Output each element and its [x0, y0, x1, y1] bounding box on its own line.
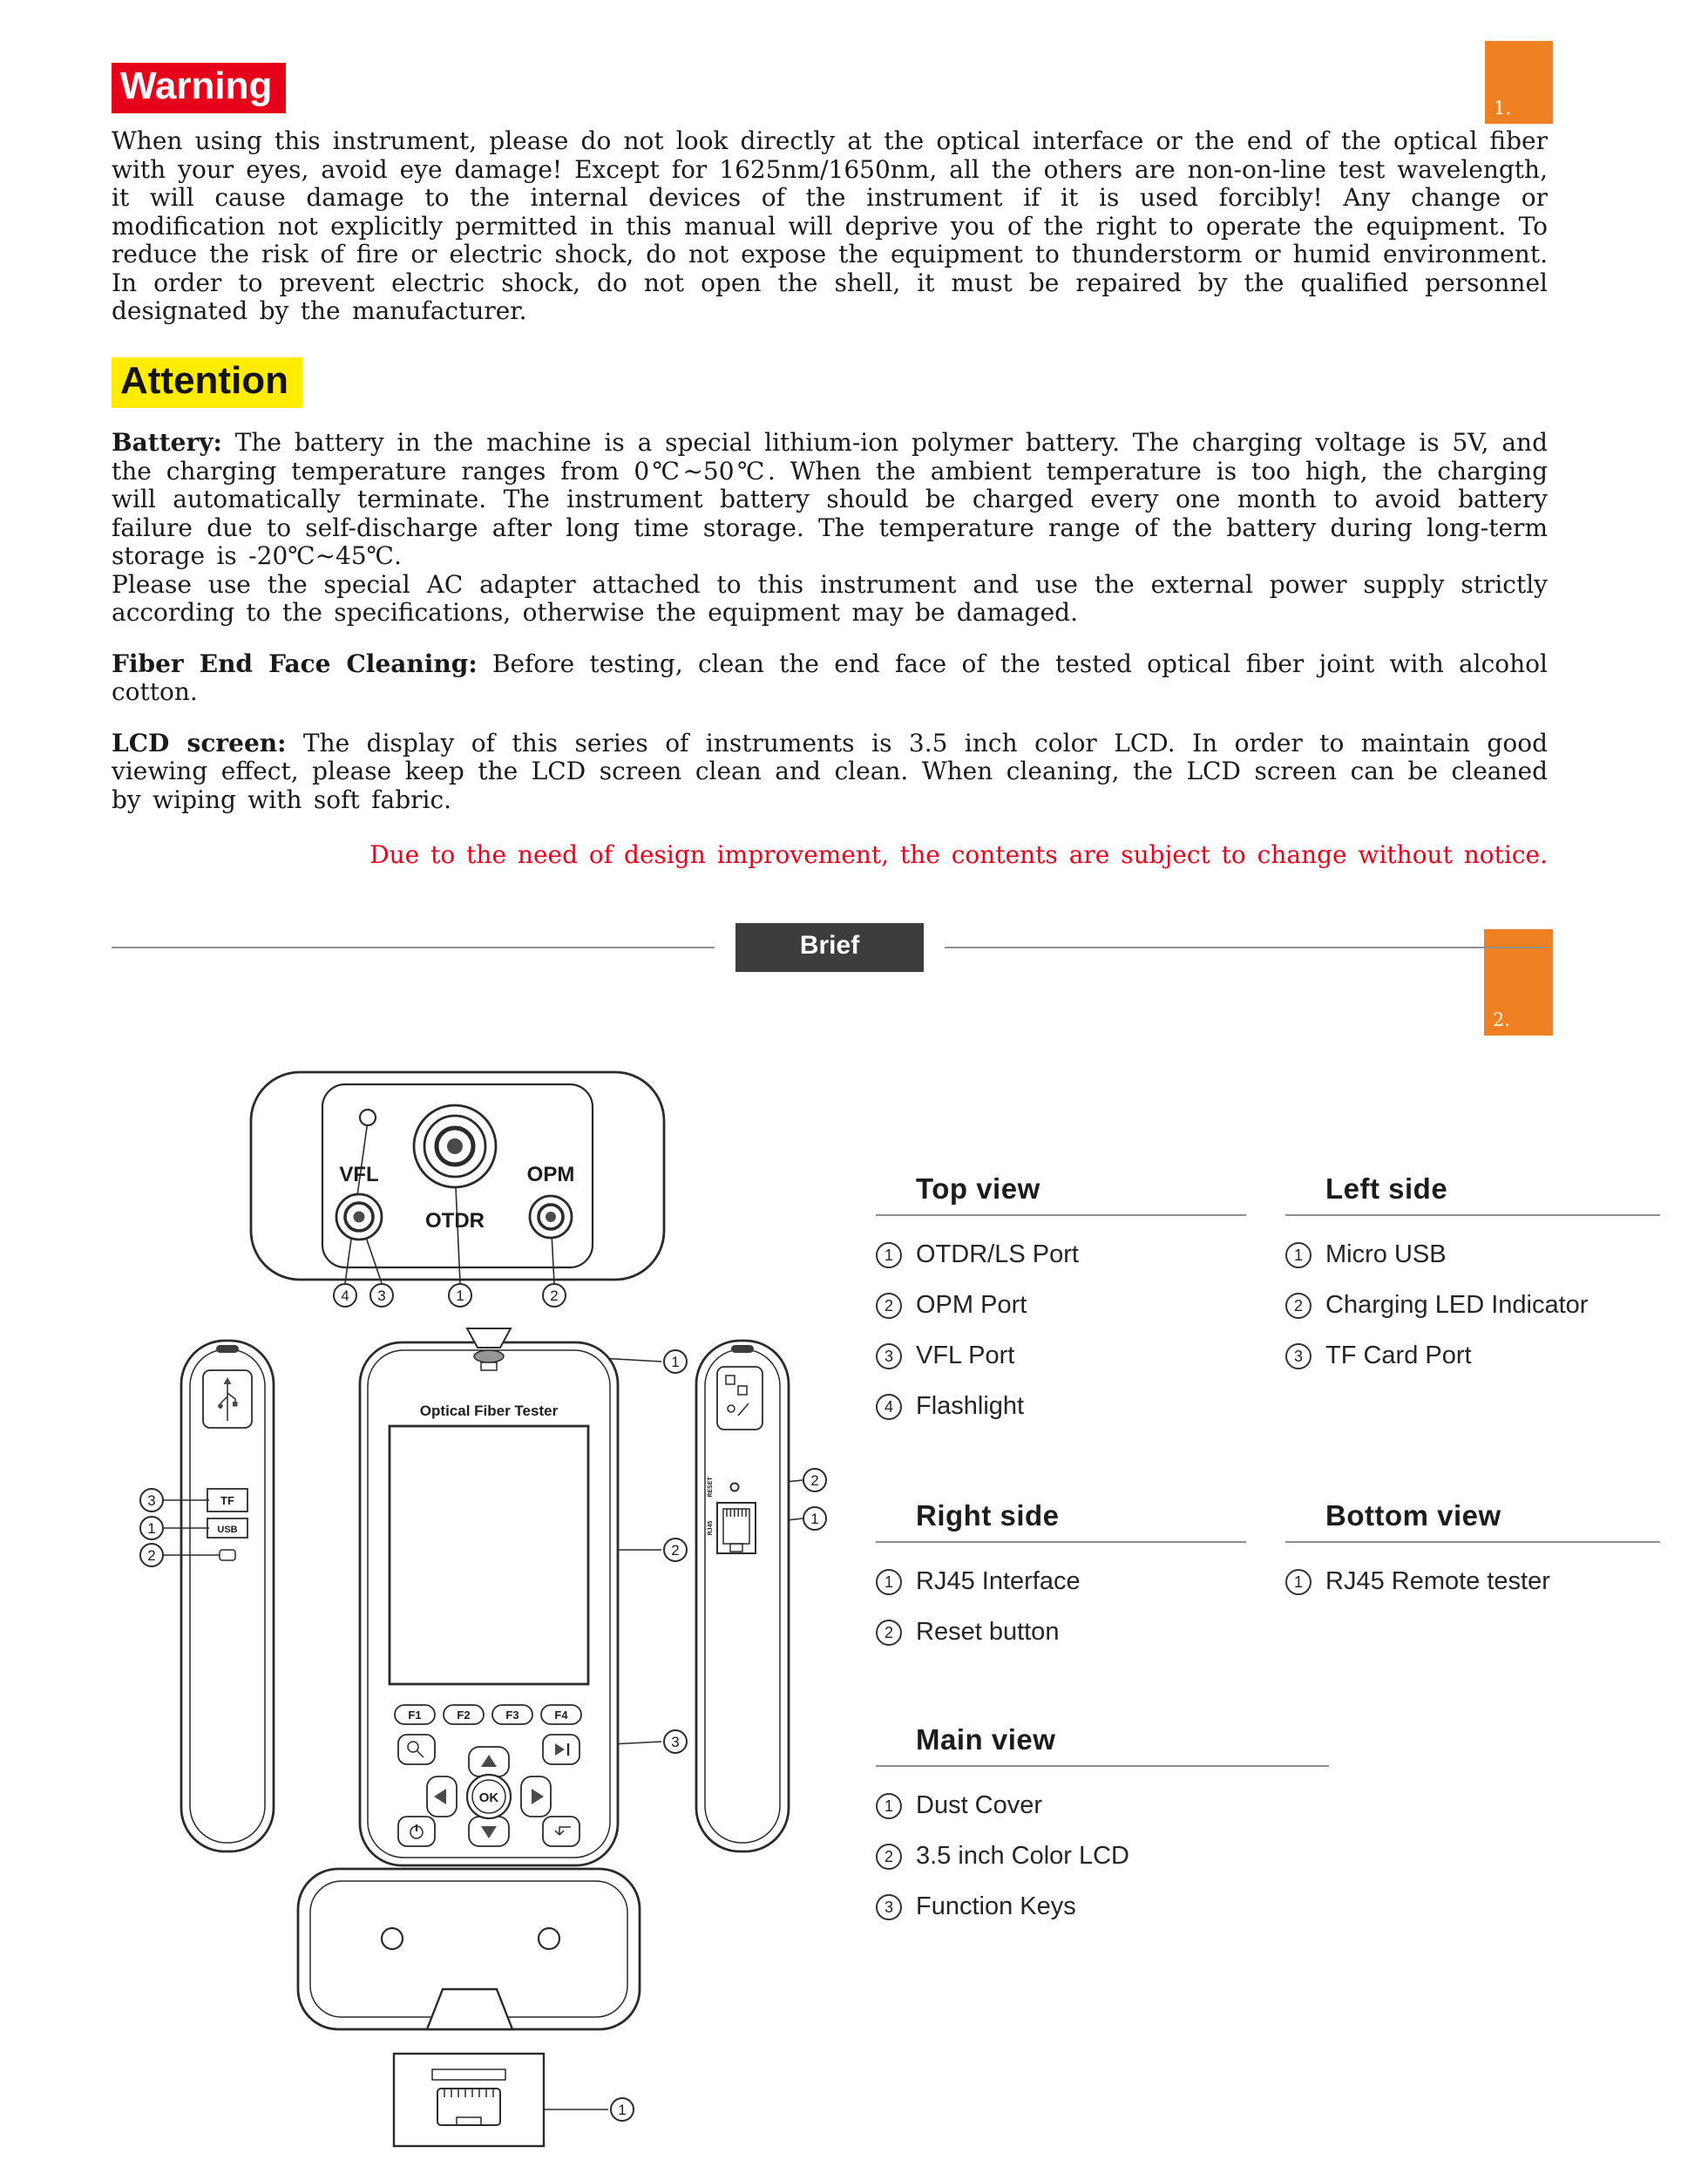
page-tab-1-number: 1. [1494, 98, 1512, 119]
fiber-paragraph [112, 650, 1548, 707]
svg-text:F2: F2 [457, 1708, 471, 1722]
svg-text:2: 2 [810, 1472, 819, 1489]
callout-rj45-remote [611, 2098, 634, 2121]
list-item [876, 1892, 1329, 1921]
vfl-label: VFL [339, 1163, 379, 1186]
section-right-side [876, 1499, 1246, 1647]
item-label: OPM Port [916, 1291, 1027, 1319]
attention-heading: Attention [112, 357, 302, 408]
item-label: Flashlight [916, 1392, 1025, 1420]
item-label: Micro USB [1325, 1240, 1447, 1268]
item-number: 1 [876, 1569, 902, 1595]
item-number: 1 [1285, 1569, 1312, 1595]
item-label: VFL Port [916, 1342, 1015, 1369]
svg-text:3: 3 [671, 1734, 680, 1750]
warning-paragraph: When using this instrument, please do not look directly at the optical interface or the end of the optical fiber with your eyes, avoid eye damage! Except for 1625nm/1650nm, all the others are non-on-line test wavelength, it will cause damage to the internal devices of the instrument if it is used forcibly! Any change or modification not explicitly permitted in this manual will deprive you of the right to operate the equipment. To reduce the risk of fire or electric shock, do not expose the equipment to thunderstorm or humid environment. In order to prevent electric shock, do not open the shell, it must be repaired by the qualified personnel designated by the manufacturer. [112, 126, 1548, 326]
item-label: Charging LED Indicator [1325, 1291, 1589, 1319]
otdr-port [414, 1105, 496, 1187]
section-main-view [876, 1723, 1329, 1921]
list-item [876, 1567, 1246, 1596]
item-label: OTDR/LS Port [916, 1240, 1079, 1268]
brief-line-left [112, 947, 715, 948]
item-number: 1 [876, 1242, 902, 1268]
section-title: Left side [1325, 1172, 1448, 1205]
usb-icon [203, 1370, 252, 1428]
svg-text:USB: USB [217, 1525, 238, 1535]
battery-paragraph [112, 429, 1548, 571]
section-underline [876, 1214, 1246, 1216]
list-item [876, 1392, 1246, 1421]
section-underline [1285, 1541, 1660, 1543]
list-item [876, 1240, 1246, 1269]
section-title: Main view [916, 1723, 1056, 1756]
left-side-diagram [129, 1316, 329, 1892]
otdr-label: OTDR [425, 1209, 485, 1233]
section-top-view [876, 1172, 1246, 1421]
text-content [112, 63, 1548, 972]
flashlight [360, 1110, 376, 1125]
svg-text:F4: F4 [554, 1708, 568, 1722]
svg-text:3: 3 [377, 1287, 386, 1304]
lcd-text: The display of this series of instruments is 3.5 inch color LCD. In order to maintain good viewing effect, please keep the LCD screen clean and clean. When cleaning, the LCD screen can be cleaned by wiping with soft fabric. [112, 728, 1548, 814]
svg-text:1: 1 [147, 1520, 156, 1537]
lcd-paragraph [112, 730, 1548, 815]
right-side-diagram [640, 1316, 841, 1892]
micro-usb-slot [207, 1518, 247, 1538]
list-item [876, 1342, 1246, 1370]
item-number: 3 [1285, 1343, 1312, 1369]
svg-text:2: 2 [550, 1287, 559, 1304]
item-number: 3 [876, 1343, 902, 1369]
item-label: RJ45 Remote tester [1325, 1567, 1550, 1595]
lcd-label: LCD screen: [112, 728, 287, 757]
section-underline [876, 1541, 1246, 1543]
list-item [1285, 1567, 1660, 1596]
ok-key-label: OK [478, 1790, 499, 1805]
callout-opm [543, 1284, 566, 1307]
battery-label: Battery: [112, 428, 222, 458]
warning-heading: Warning [112, 63, 286, 113]
item-label: Reset button [916, 1618, 1060, 1646]
svg-text:1: 1 [810, 1511, 819, 1527]
item-number: 3 [876, 1894, 902, 1920]
list-item [1285, 1342, 1660, 1370]
opm-label: OPM [526, 1163, 575, 1186]
list-item [876, 1791, 1329, 1820]
svg-text:3: 3 [147, 1492, 156, 1509]
callout-flashlight [334, 1284, 356, 1307]
charging-led [220, 1550, 235, 1560]
opm-port [530, 1196, 572, 1238]
list-item [876, 1291, 1246, 1320]
callout-vfl [370, 1284, 393, 1307]
item-number: 2 [876, 1293, 902, 1319]
change-notice: Due to the need of design improvement, the contents are subject to change without notice. [369, 840, 1548, 870]
svg-text:1: 1 [456, 1287, 464, 1304]
tf-card-slot [207, 1489, 247, 1511]
item-label: Function Keys [916, 1892, 1076, 1920]
side-button [731, 1345, 754, 1353]
list-item [1285, 1291, 1660, 1320]
item-label: 3.5 inch Color LCD [916, 1842, 1129, 1870]
section-left-side [1285, 1172, 1660, 1370]
section-bottom-view [1285, 1499, 1660, 1596]
item-number: 1 [876, 1793, 902, 1819]
callout-otdr [449, 1284, 471, 1307]
battery-text: The battery in the machine is a special lithium-ion polymer battery. The charging voltage is 5V, and the charging temperature ranges from 0℃~50℃. When the ambient temperature is too high, the charging will automatically terminate. The instrument battery should be charged every one month to avoid battery failure due to self-discharge after long time storage. The temperature range of the battery during long-term storage is -20℃~45℃. [112, 428, 1548, 571]
fiber-text: Before testing, clean the end face of the tested optical fiber joint with alcohol cotton. [112, 649, 1548, 707]
callout-led [140, 1544, 163, 1566]
top-view-diagram [235, 1063, 680, 1316]
list-item [876, 1618, 1246, 1647]
bottom-notch [427, 1989, 512, 2029]
reset-label: RESET [708, 1477, 714, 1498]
item-label: RJ45 Interface [916, 1567, 1081, 1595]
diagram-region [0, 1050, 1708, 2167]
item-number: 2 [1285, 1293, 1312, 1319]
callout-reset [803, 1469, 826, 1491]
section-underline [876, 1765, 1329, 1767]
item-number: 4 [876, 1394, 902, 1420]
item-label: TF Card Port [1325, 1342, 1472, 1369]
brand-label: Optical Fiber Tester [419, 1403, 559, 1419]
brief-line-right [945, 947, 1548, 948]
bottom-view-diagram [261, 1857, 680, 2162]
section-title: Bottom view [1325, 1499, 1501, 1532]
side-button [216, 1345, 239, 1353]
item-number: 2 [876, 1844, 902, 1870]
brief-divider [112, 923, 1548, 972]
svg-text:2: 2 [671, 1542, 680, 1559]
svg-text:F1: F1 [408, 1708, 422, 1722]
section-underline [1285, 1214, 1660, 1216]
battery-note-paragraph: Please use the special AC adapter attached to this instrument and use the external power supply strictly according to the specifications, otherwise the equipment may be damaged. [112, 569, 1548, 628]
item-number: 2 [876, 1620, 902, 1646]
rj45-label: RJ45 [708, 1520, 714, 1536]
page-tab-2-number: 2. [1493, 1009, 1511, 1030]
list-item [876, 1842, 1329, 1871]
svg-text:1: 1 [671, 1354, 680, 1370]
vfl-port [336, 1194, 382, 1240]
brief-section-title: Brief [735, 923, 924, 972]
svg-text:F3: F3 [505, 1708, 519, 1722]
fiber-label: Fiber End Face Cleaning: [112, 649, 478, 678]
item-number: 1 [1285, 1242, 1312, 1268]
callout-rj45 [803, 1507, 826, 1530]
callout-microusb [140, 1517, 163, 1539]
section-title: Top view [916, 1172, 1040, 1205]
svg-text:1: 1 [618, 2102, 627, 2118]
svg-text:4: 4 [341, 1287, 349, 1304]
callout-tf [140, 1489, 163, 1511]
section-title: Right side [916, 1499, 1060, 1532]
remote-tester-body [394, 2054, 544, 2146]
item-label: Dust Cover [916, 1791, 1043, 1819]
svg-text:2: 2 [147, 1547, 156, 1564]
list-item [1285, 1240, 1660, 1269]
svg-text:TF: TF [220, 1494, 234, 1507]
